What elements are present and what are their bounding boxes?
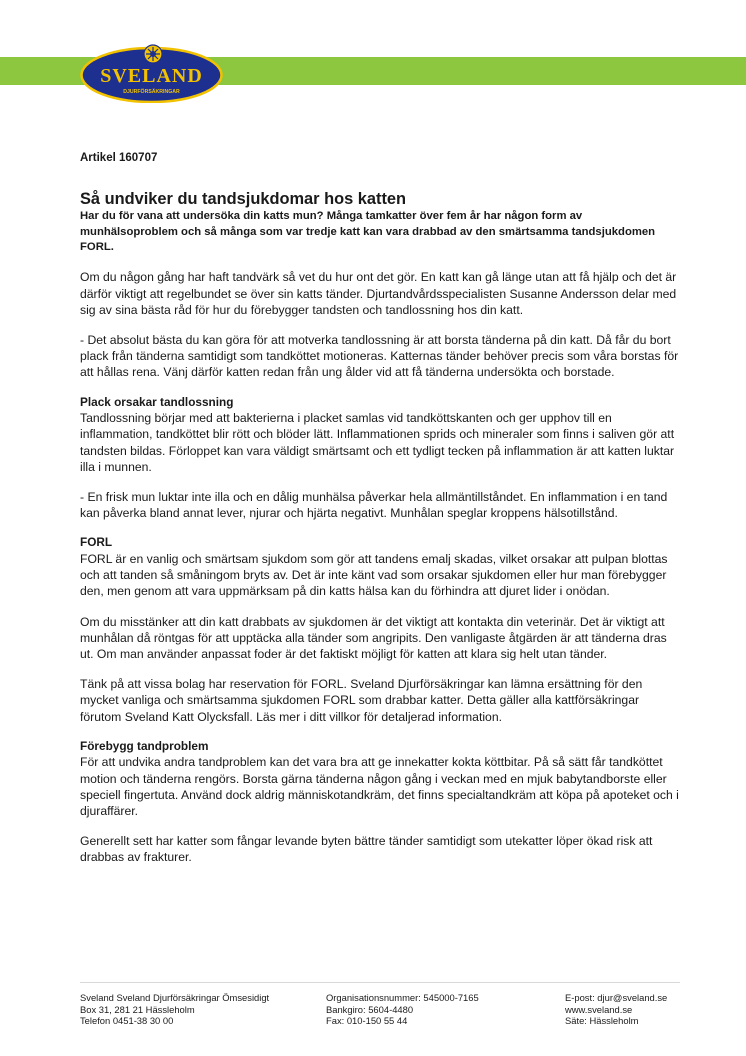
section-heading-forl: FORL [80,535,113,550]
article-number: Artikel 160707 [80,152,158,164]
footer-address: Box 31, 281 21 Hässleholm [80,1003,195,1015]
footer-company-info [80,992,269,1027]
footer-phone: Telefon 0451-38 30 00 [80,1015,174,1027]
sveland-logo[interactable] [80,42,223,103]
paragraph: FORL är en vanlig och smärtsam sjukdom som gör att tandens emalj skadas, vilket orsakar att pulpan blottas och att tanden så småningom bryts av. Det är inte känt vad som orsakar sjukdomen eller hur man förebygger den, men genom att vara uppmärksam på din katts hälsa kan du förhindra att djuret lider i onödan. [80,552,668,599]
paragraph: Tandlossning börjar med att bakterierna i placket samlas vid tandköttskanten och ger upphov till en inflammation, tandköttet blir rött och blöder lätt. Inflammationen sprids och mineraler som finns i saliven gör att tandsten bildas. Förloppet kan vara väldigt smärtsamt och ett tydligt tecken på inflammation är att katten luktar illa i munnen. [80,411,675,474]
article-body [80,150,680,880]
sveland-crest-icon [144,45,162,63]
paragraph: Tänk på att vissa bolag har reservation för FORL. Sveland Djurförsäkringar kan lämna ersättning för den mycket vanliga och smärtsamma sjukdomen FORL som drabbar katter. Detta gäller alla kattförsäkringar förutom Sveland Katt Olycksfall. Läs mer i ditt villkor för detaljerad information. [80,677,643,724]
logo-wordmark: SVELAND [100,65,203,87]
footer-contact-info [565,992,667,1027]
footer-org-number: Organisationsnummer: 545000-7165 [326,992,479,1003]
paragraph: Generellt sett har katter som fångar levande byten bättre tänder samtidigt som utekatter löper ökad risk att drabbas av frakturer. [80,834,653,865]
footer-registration-info [326,992,479,1027]
footer-company-name: Sveland Sveland Djurförsäkringar Ömsesidigt [80,992,270,1003]
footer-website-link[interactable]: www.sveland.se [565,1003,633,1015]
paragraph: Om du någon gång har haft tandvärk så vet du hur ont det gör. En katt kan gå länge utan att få hjälp och det är därför viktigt att regelbundet se över sin katts tänder. Djurtandvårdsspecialisten Susanne Andersson delar med sig av sina bästa råd för hur du förebygger tandsten och tandlossning hos din katt. [80,270,677,317]
footer-fax: Fax: 010-150 55 44 [326,1015,408,1027]
article-title: Så undviker du tandsjukdomar hos katten [80,190,407,209]
section-heading-plack: Plack orsakar tandlossning [80,394,234,409]
paragraph: - Det absolut bästa du kan göra för att motverka tandlossning är att borsta tänderna på din katt. Då får du bort plack från tänderna samtidigt som tandköttet motioneras. Katternas tänder behöver precis som våra borstas för att hållas rena. Vänj därför katten redan från ung ålder vid att få tänderna undersökta och borstade. [80,333,679,380]
paragraph: Om du misstänker att din katt drabbats av sjukdomen är det viktigt att kontakta din veterinär. Det är viktigt att munhålan då röntgas för att upptäcka alla tänder som angripits. Den vanligaste åtgärden är att tänderna dras ut. Om man använder anpassat foder är det faktiskt möjligt för katten att klara sig helt utan tänder. [80,614,667,662]
paragraph: - En frisk mun luktar inte illa och en dålig munhälsa påverkar hela allmäntillståndet. En inflammation i en tand kan påverka bland annat lever, njurar och hjärta negativt. Munhålan speglar kroppens hälsotillstånd. [80,490,668,521]
logo-subtext: DJURFÖRSÄKRINGAR [123,89,180,95]
footer-divider [80,982,680,983]
footer-email-link[interactable]: E-post: djur@sveland.se [565,992,668,1003]
footer-seat: Säte: Hässleholm [565,1015,639,1027]
section-heading-forebygg: Förebygg tandproblem [80,738,209,753]
article-lead: Har du för vana att undersöka din katts mun? Många tamkatter över fem år har någon form av munhälsoproblem och så många som var tredje katt kan vara drabbad av den smärtsamma tandsjukdomen FORL. [80,210,656,254]
footer-bankgiro: Bankgiro: 5604-4480 [326,1003,414,1015]
paragraph: För att undvika andra tandproblem kan det vara bra att ge innekatter kokta köttbitar. På så sätt får tandköttet motion och tänderna rengörs. Borsta gärna tänderna någon gång i veckan med en mjuk babytandborste eller speciell fingertuta. Använd dock aldrig människotandkräm, det finns specialtandkräm att köpa på apoteket och i djuraffärer. [80,755,679,819]
